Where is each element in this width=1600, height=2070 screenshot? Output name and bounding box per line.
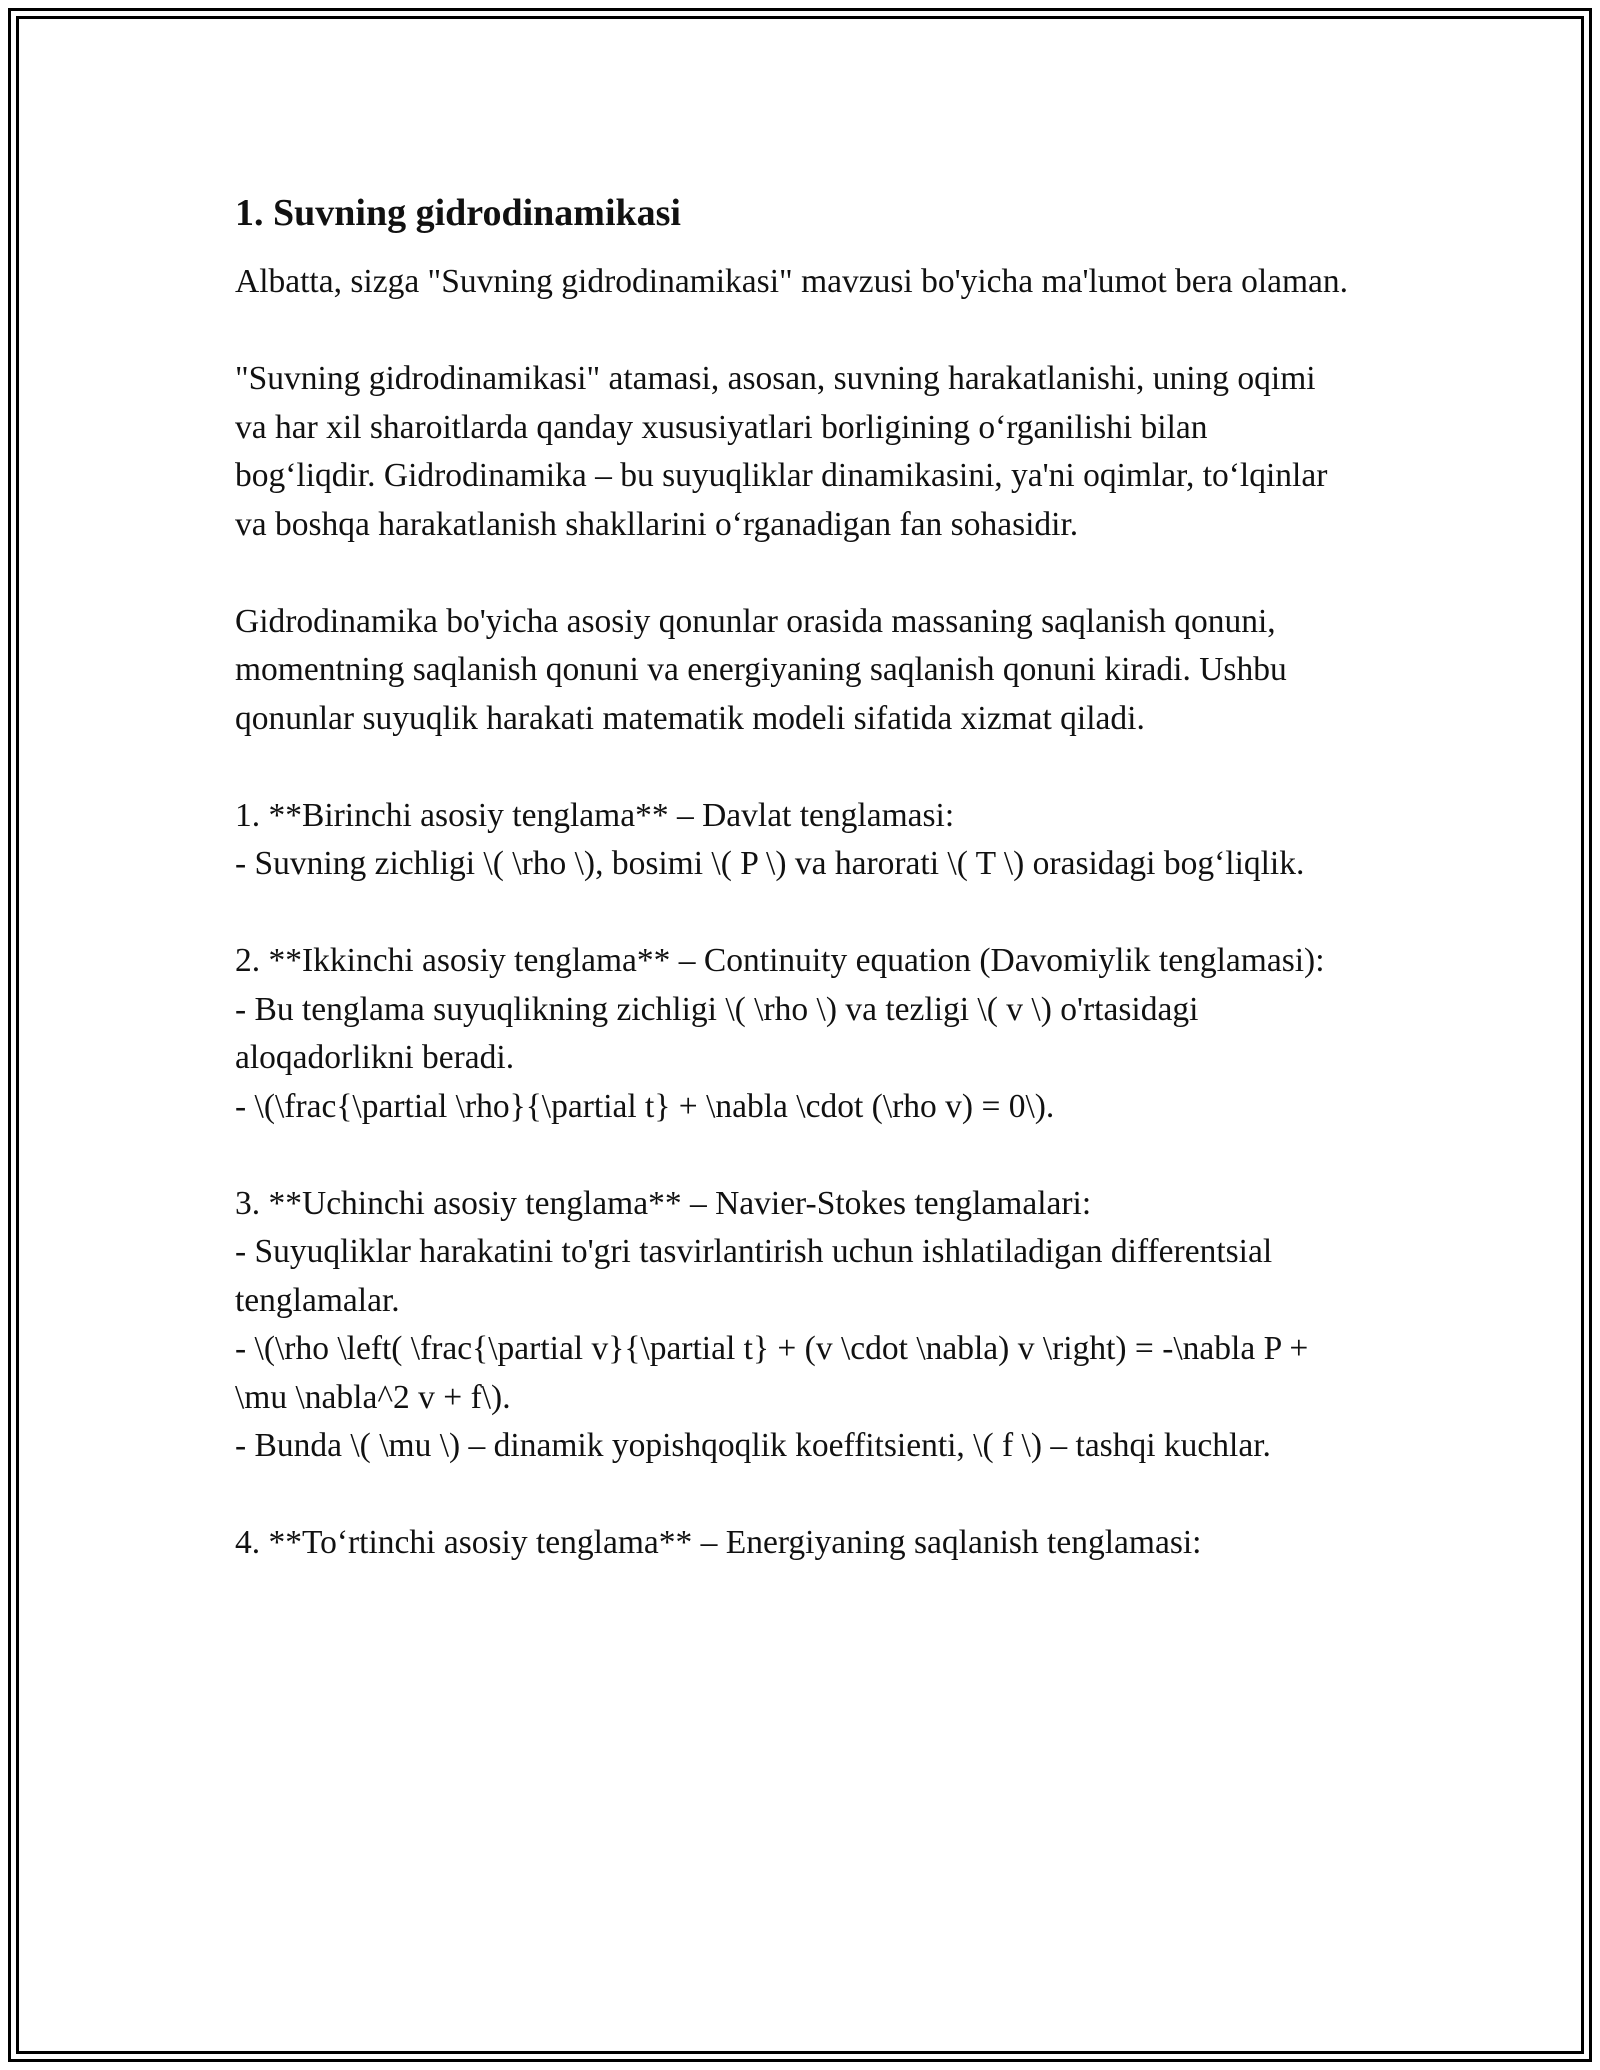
document-body: [235, 186, 1355, 1568]
paragraph-gap: [235, 549, 1355, 598]
paragraph-gap: [235, 889, 1355, 938]
list-item-4-heading: 4. **To‘rtinchi asosiy tenglama** – Energiyaning saqlanish tenglamasi:: [235, 1524, 1202, 1561]
list-item-1-heading: 1. **Birinchi asosiy tenglama** – Davlat tenglamasi:: [235, 796, 955, 834]
list-item-2-heading: 2. **Ikkinchi asosiy tenglama** – Continuity equation (Davomiylik tenglamasi):: [235, 942, 1325, 979]
list-item-2: [235, 937, 1355, 1131]
definition-paragraph: "Suvning gidrodinamikasi" atamasi, asosan, suvning harakatlanishi, uning oqimi va har xil sharoitlarda qanday xususiyatlari borligining o‘rganilishi bilan bog‘liqdir. Gidrodinamika – bu suyuqliklar dinamikasini, ya'ni oqimlar, to‘lqinlar va boshqa harakatlanish shakllarini o‘rganadigan fan sohasidir.: [235, 360, 1328, 543]
intro-paragraph: Albatta, sizga "Suvning gidrodinamikasi" mavzusi bo'yicha ma'lumot bera olaman.: [235, 263, 1349, 300]
list-item-3-heading: 3. **Uchinchi asosiy tenglama** – Navier-Stokes tenglamalari:: [235, 1184, 1092, 1222]
paragraph-gap: [235, 1131, 1355, 1180]
laws-paragraph: Gidrodinamika bo'yicha asosiy qonunlar orasida massaning saqlanish qonuni, momentning saqlanish qonuni va energiyaning saqlanish qonuni kiradi. Ushbu qonunlar suyuqlik harakati matematik modeli sifatida xizmat qiladi.: [235, 602, 1287, 737]
list-item-2-line-2: - \(\frac{\partial \rho}{\partial t} + \nabla \cdot (\rho v) = 0\).: [235, 1087, 1055, 1125]
paragraph-gap: [235, 307, 1355, 356]
list-item-1: [235, 792, 1355, 889]
list-item-3: [235, 1180, 1355, 1471]
list-item-2-line-1: - Bu tenglama suyuqlikning zichligi \( \rho \) va tezligi \( v \) o'rtasidagi aloqadorlikni beradi.: [235, 990, 1199, 1076]
list-item-3-line-3: - Bunda \( \mu \) – dinamik yopishqoqlik koeffitsienti, \( f \) – tashqi kuchlar.: [235, 1427, 1271, 1464]
list-item-4: [235, 1519, 1355, 1568]
list-item-3-line-2: - \(\rho \left( \frac{\partial v}{\partial t} + (v \cdot \nabla) v \right) = -\nabla P + \mu \nabla^2 v + f\).: [235, 1330, 1309, 1416]
document-title: 1. Suvning gidrodinamikasi: [235, 192, 681, 234]
list-item-3-line-1: - Suyuqliklar harakatini to'gri tasvirlantirish uchun ishlatiladigan differentsial tenglamalar.: [235, 1233, 1273, 1319]
list-item-1-line-1: - Suvning zichligi \( \rho \), bosimi \( P \) va harorati \( T \) orasidagi bog‘liqlik.: [235, 845, 1305, 882]
paragraph-gap: [235, 1471, 1355, 1520]
paragraph-gap: [235, 743, 1355, 792]
